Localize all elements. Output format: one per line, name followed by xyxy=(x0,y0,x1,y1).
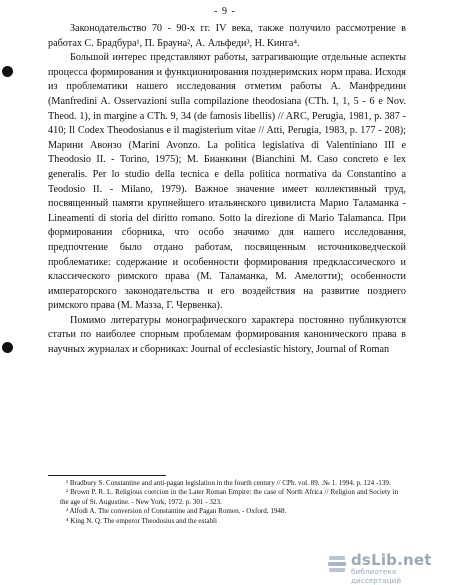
footnotes xyxy=(60,479,398,526)
paragraph-3: Помимо литературы монографического характера постоянно публикуются статьи по наиболее спорным проблемам формирования канонического права в научных журналах и сборниках: Journal of ecclesiastic history, Journal of Roman xyxy=(48,314,406,356)
footnote-separator xyxy=(48,475,166,476)
footnote-3: ³ Alfodi A. The conversion of Constantine and Pagan Romen. - Oxford, 1948. xyxy=(66,507,287,516)
punch-hole-icon xyxy=(2,66,13,77)
watermark xyxy=(326,550,444,585)
footnote-2: ² Brown P. R. L. Religious coercion in the Later Roman Empire: the case of North Africa // Religion and Society in the age of St. Augustine. - New York, 1972. p. 301 - 323. xyxy=(60,488,398,506)
footnote-4: ⁴ King N. Q. The emperor Theodosius and the establi xyxy=(66,516,217,525)
footnote-1: ¹ Bradbury S. Constantine and anti-pagan legislation in the fourth century // CPh. vol. 89. .№ 1. 1994. p. 124 -139. xyxy=(66,479,391,487)
book-stack-icon xyxy=(326,553,348,575)
watermark-brand: dsLib.net xyxy=(351,551,432,569)
paragraph-1: Законодательство 70 - 90-х гг. IV века, также получило рассмотрение в работах С. Брадбура¹, П. Брауна², А. Альфеди³, Н. Кинга⁴. xyxy=(48,23,406,49)
punch-hole-icon xyxy=(2,342,13,353)
watermark-subtitle: библиотека диссертаций xyxy=(351,567,402,585)
paragraph-2: Большой интерес представляют работы, затрагивающие отдельные аспекты процесса формирования и функционирования позднеримских норм права. Исходя из проблематики нашего исследования отметим работы А. Манфредини (Manfredini A. Osservazioni sulla compilazione theodosiana (CTh. I, 1, 5 - 6 e Nov. Theod. 1), in margine a CTh. 9, 34 (de famosis libellis) // ARC, Perugia, 1981, p. 387 - 410; Il Codex Theodosianus e il magisterium vitae // Atti, Perugia, 1983, p. 177 - 208); Марини Авонзо (Marini Avonzo. La politica legislativa di Valentiniano III e Theodosio II. - Torino, 1975); М. Бианкини (Bianchini M. Caso concreto e lex generalis. Per lo studio della tecnica e della politica normativa da Constantino a Teodosio II. - Milano, 1979). Важное значение имеет коллективный труд, посвященный памяти крупнейшего итальянского цивилиста Марио Таламанка - Lineamenti di storia del diritto romano. Sotto la direzione di Mario Talamanca. При формировании сборника, что особо значимо для нашего исследования, предпочтение было отдано работам, посвященным источниковедческой проблематике: содержание и особенности формирования предклассического и классического римского права (М. Таламанка, М. Амелотти); особенности императорского законодательства и его воздействия на развитие позднего римского права (М. Мазза, Г. Червенка). xyxy=(48,52,406,312)
body-text xyxy=(48,22,406,358)
page-number: - 9 - xyxy=(214,6,236,17)
